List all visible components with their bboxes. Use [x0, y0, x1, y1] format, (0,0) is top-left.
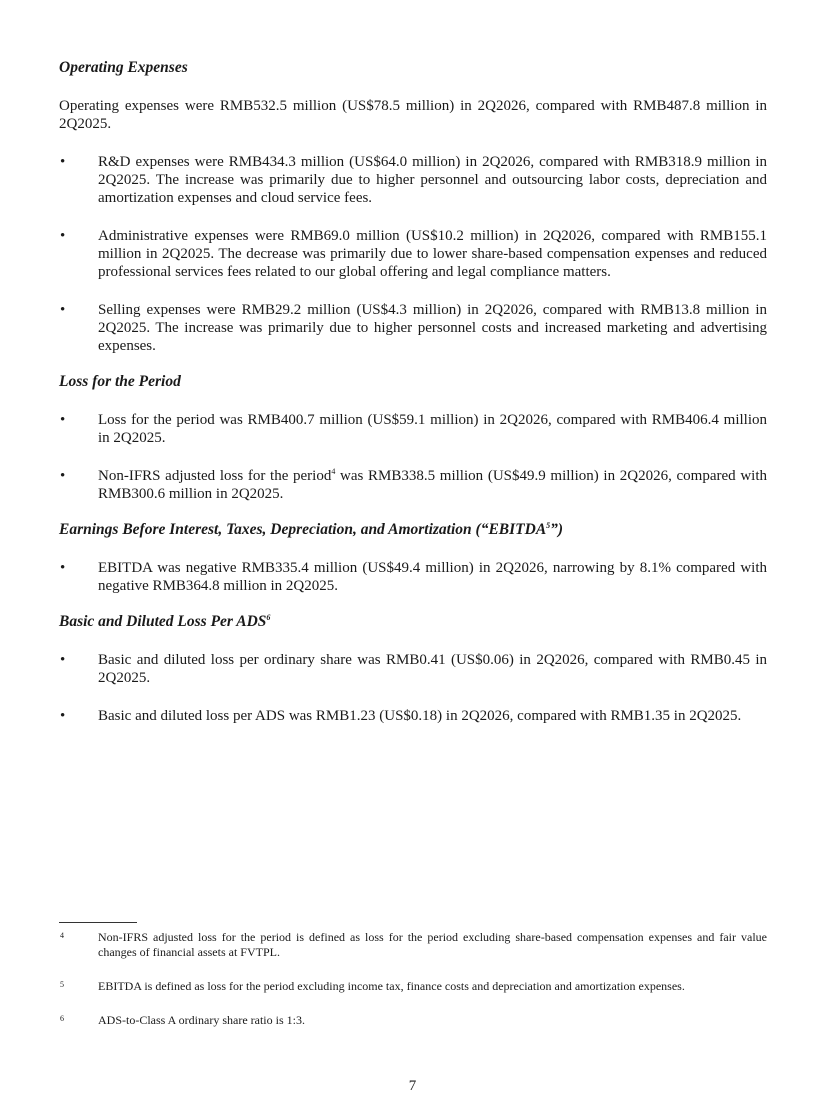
- bullet-text: Administrative expenses were RMB69.0 million (US$10.2 million) in 2Q2026, compared with RMB155.1 million in 2Q2025. The decrease was primarily due to lower share-based compensation expenses and reduced professional services fees related to our global offering and legal compliance matters.: [98, 228, 767, 280]
- bullet-item-loss-per-share: [59, 651, 767, 687]
- section-heading-loss-for-period: Loss for the Period: [59, 373, 181, 390]
- bullet-text: R&D expenses were RMB434.3 million (US$64.0 million) in 2Q2026, compared with RMB318.9 million in 2Q2025. The increase was primarily due to higher personnel and outsourcing labor costs, depreciation and amortization expenses and cloud service fees.: [98, 154, 767, 206]
- document-body: [59, 58, 767, 725]
- footnote-ref-4[interactable]: 4: [331, 467, 336, 476]
- section-heading-ebitda: [59, 520, 767, 540]
- heading-text-pre: Earnings Before Interest, Taxes, Depreciation, and Amortization (“EBITDA: [59, 521, 547, 538]
- bullet-text-post: was RMB338.5 million (US$49.9 million) in 2Q2026, compared with RMB300.6 million in 2Q2025.: [98, 468, 767, 502]
- bullet-item-loss-per-ads: [59, 707, 767, 725]
- heading-text-post: ”): [550, 521, 564, 538]
- footnote-divider: [59, 922, 137, 923]
- footnote-5: [59, 979, 767, 994]
- bullet-text: Selling expenses were RMB29.2 million (US$4.3 million) in 2Q2026, compared with RMB13.8 million in 2Q2025. The increase was primarily due to higher personnel costs and increased marketing and advertising expenses.: [98, 302, 767, 354]
- footnote-ref-5[interactable]: 5: [546, 520, 551, 530]
- bullet-item-selling: [59, 301, 767, 355]
- bullet-item-rd: [59, 153, 767, 207]
- footnote-4: [59, 930, 767, 960]
- heading-text: Basic and Diluted Loss Per ADS: [59, 613, 267, 630]
- bullet-icon: •: [60, 412, 66, 428]
- bullet-text: Basic and diluted loss per ordinary share was RMB0.41 (US$0.06) in 2Q2026, compared with RMB0.45 in 2Q2025.: [98, 652, 767, 686]
- bullet-icon: •: [60, 302, 66, 318]
- footnote-text: ADS-to-Class A ordinary share ratio is 1:3.: [98, 1013, 305, 1027]
- bullet-text: Loss for the period was RMB400.7 million (US$59.1 million) in 2Q2026, compared with RMB406.4 million in 2Q2025.: [98, 412, 767, 446]
- bullet-text: Basic and diluted loss per ADS was RMB1.23 (US$0.18) in 2Q2026, compared with RMB1.35 in 2Q2025.: [98, 708, 742, 724]
- footnote-number: 6: [60, 1014, 64, 1023]
- bullet-icon: •: [60, 154, 66, 170]
- footnotes: [59, 922, 767, 1028]
- section-heading-loss-per-ads: [59, 612, 767, 632]
- footnote-number: 5: [60, 980, 64, 989]
- bullet-item-loss: [59, 411, 767, 447]
- footnote-text: EBITDA is defined as loss for the period excluding income tax, finance costs and depreciation and amortization expenses.: [98, 979, 685, 993]
- bullet-icon: •: [60, 652, 66, 668]
- page-number: 7: [408, 1078, 417, 1094]
- section-heading-operating-expenses: Operating Expenses: [59, 59, 188, 76]
- bullet-item-ebitda: [59, 559, 767, 595]
- bullet-item-administrative: [59, 227, 767, 281]
- bullet-text-pre: Non-IFRS adjusted loss for the period: [98, 468, 332, 484]
- footnote-6: [59, 1013, 767, 1028]
- bullet-item-adjusted-loss: [59, 467, 767, 503]
- footnote-number: 4: [60, 931, 64, 940]
- bullet-text: EBITDA was negative RMB335.4 million (US$49.4 million) in 2Q2026, narrowing by 8.1% compared with negative RMB364.8 million in 2Q2025.: [98, 560, 767, 594]
- footnote-text: Non-IFRS adjusted loss for the period is defined as loss for the period excluding share-based compensation expenses and fair value changes of financial assets at FVTPL.: [98, 930, 767, 959]
- bullet-icon: •: [60, 708, 66, 724]
- footnote-ref-6[interactable]: 6: [266, 612, 271, 622]
- bullet-icon: •: [60, 228, 66, 244]
- opex-intro-paragraph: Operating expenses were RMB532.5 million (US$78.5 million) in 2Q2026, compared with RMB487.8 million in 2Q2025.: [59, 98, 767, 132]
- bullet-icon: •: [60, 468, 66, 484]
- bullet-icon: •: [60, 560, 66, 576]
